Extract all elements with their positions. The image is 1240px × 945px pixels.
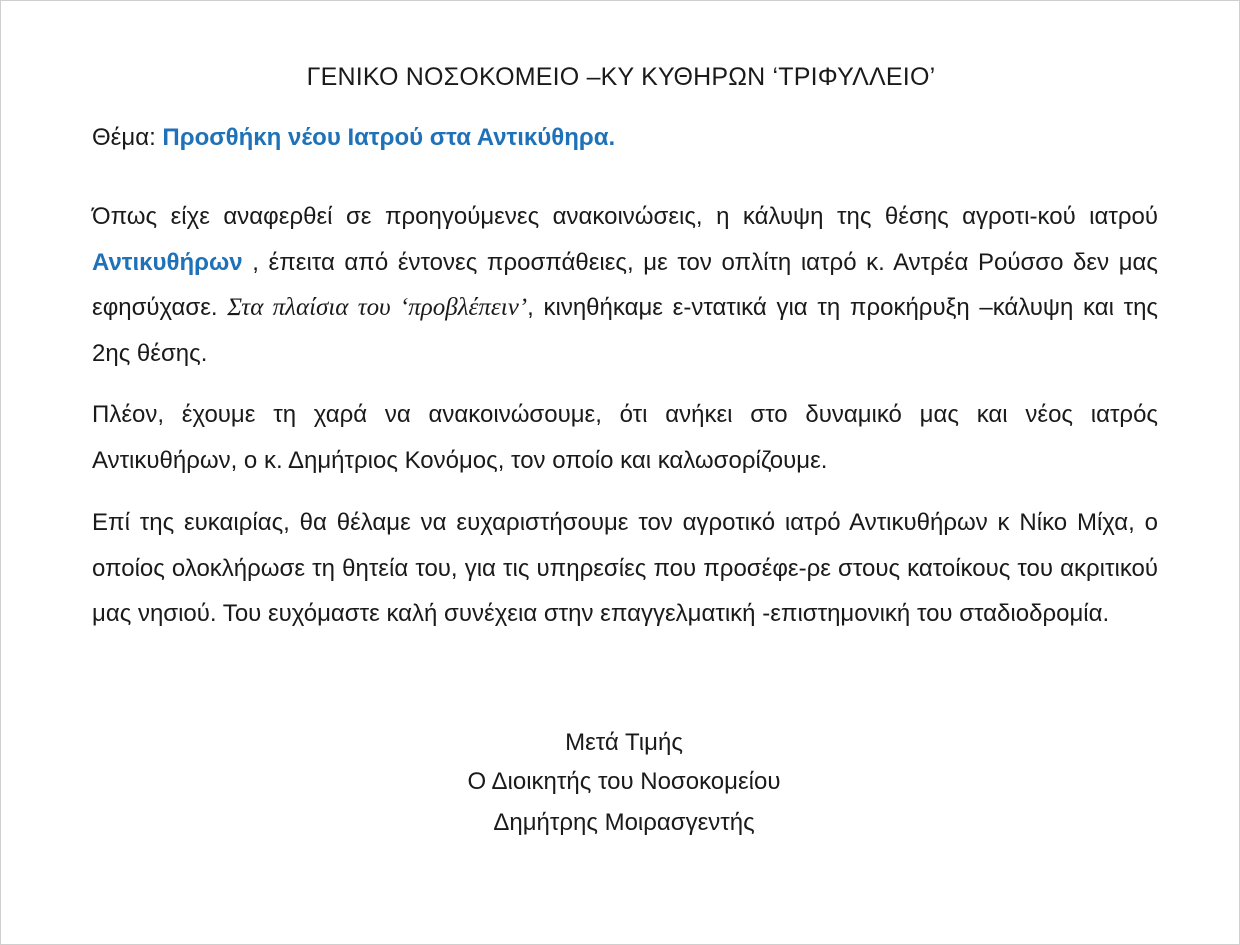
paragraph-2: Πλέον, έχουμε τη χαρά να ανακοινώσουμε, ότι ανήκει στο δυναμικό μας και νέος ιατρός Αντικυθήρων, ο κ. Δημήτριος Κονόμος, τον οποίο και καλωσορίζουμε. (92, 401, 1158, 474)
closing-name: Δημήτρης Μοιρασγεντής (493, 809, 755, 836)
paragraph-1 (92, 194, 1158, 376)
subject-text: Προσθήκη νέου Ιατρού στα Αντικύθηρα. (162, 124, 616, 151)
subject-label: Θέμα: (92, 124, 163, 151)
subject-line (92, 124, 615, 152)
document-title: ΓΕΝΙΚΟ ΝΟΣΟΚΟΜΕΙΟ –ΚΥ ΚΥΘΗΡΩΝ ‘ΤΡΙΦΥΛΛΕΙΟ’ (306, 63, 936, 91)
paragraph-1-part-2: , έπειτα από έντονες προσπάθειες, με τον οπλίτη ιατρό κ. Αντρέα Ρούσσο δεν μας εφησύχασε. (92, 248, 1158, 321)
paragraph-1-highlight: Αντικυθήρων (92, 248, 243, 276)
paragraph-1-part-1: Όπως είχε αναφερθεί σε προηγούμενες ανακοινώσεις, η κάλυψη της θέσης αγροτι-κού ιατρού (92, 203, 1158, 230)
closing-salutation: Μετά Τιμής (565, 729, 683, 756)
paragraph-1-italic: Στα πλαίσια του ‘προβλέπειν’ (227, 294, 528, 321)
paragraph-3: Επί της ευκαιρίας, θα θέλαμε να ευχαριστήσουμε τον αγροτικό ιατρό Αντικυθήρων κ Νίκο Μίχα, ο οποίος ολοκλήρωσε τη θητεία του, για τις υπηρεσίες που προσέφε-ρε στους κατοίκους του ακριτικού μας νησιού. Του ευχόμαστε καλή συνέχεια στην επαγγελματική -επιστημονική του σταδιοδρομία. (92, 509, 1158, 627)
closing-role: Ο Διοικητής του Νοσοκομείου (467, 768, 781, 795)
paragraph-1-part-3: , κινηθήκαμε ε-ντατικά για τη προκήρυξη –κάλυψη και της 2ης θέσης. (92, 294, 1158, 367)
